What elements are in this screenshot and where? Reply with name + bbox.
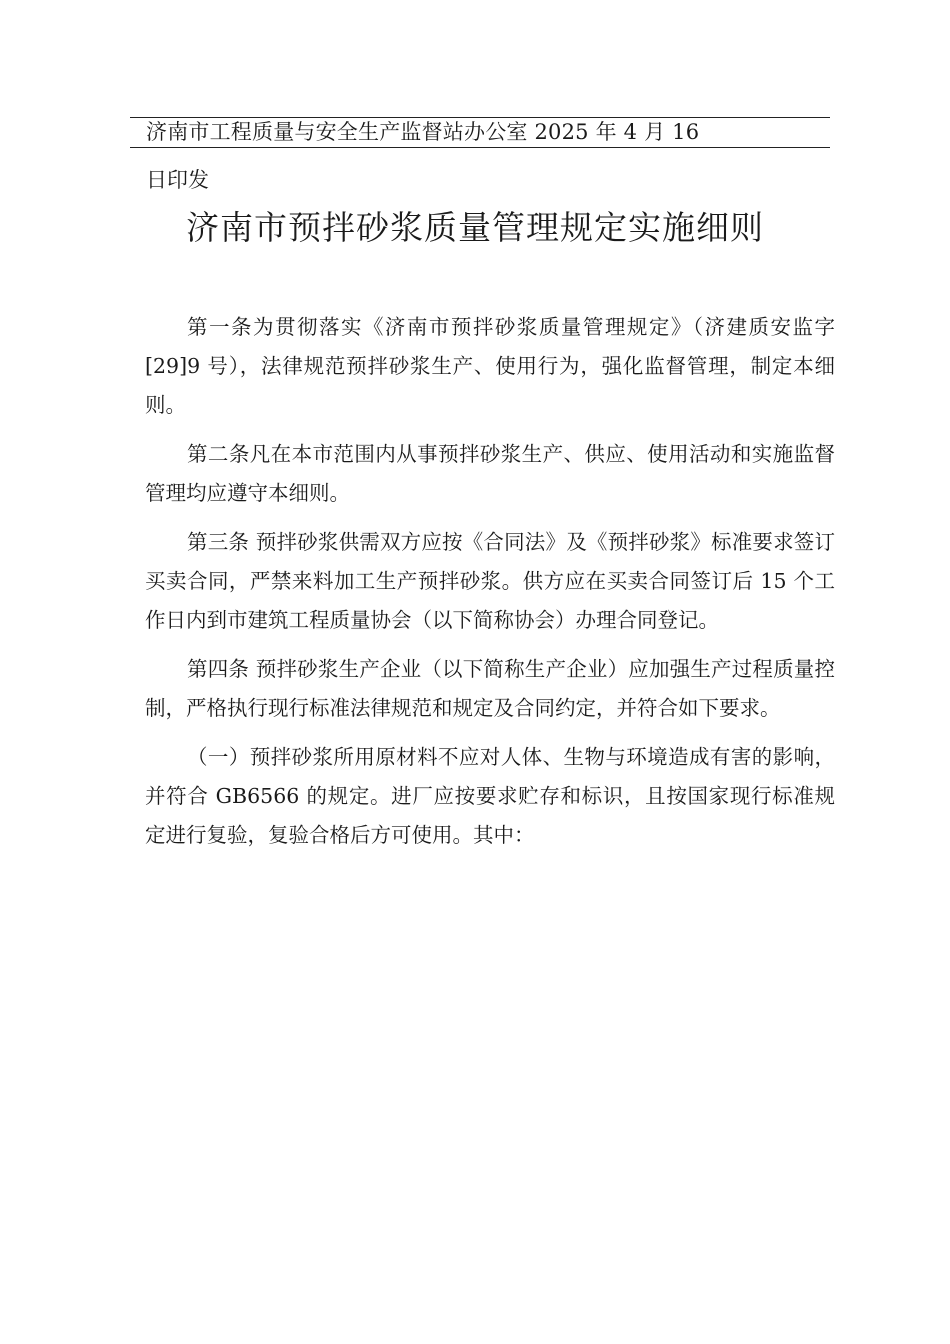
paragraph-article-3: 第三条 预拌砂浆供需双方应按《合同法》及《预拌砂浆》标准要求签订买卖合同，严禁来料加工生产预拌砂浆。供方应在买卖合同签订后 15 个工作日内到市建筑工程质量协会（以下简称协会）办理合同登记。	[145, 530, 835, 632]
bottom-rule	[130, 147, 830, 148]
issuer-line: 济南市工程质量与安全生产监督站办公室 2025 年 4 月 16	[146, 120, 700, 144]
document-body	[145, 308, 835, 865]
paragraph-article-4: 第四条 预拌砂浆生产企业（以下简称生产企业）应加强生产过程质量控制，严格执行现行标准法律规范和规定及合同约定，并符合如下要求。	[145, 657, 835, 720]
paragraph-article-2: 第二条凡在本市范围内从事预拌砂浆生产、供应、使用活动和实施监督管理均应遵守本细则。	[145, 442, 835, 505]
issuer-block	[130, 117, 830, 148]
paragraph-article-1: 第一条为贯彻落实《济南市预拌砂浆质量管理规定》（济建质安监字[29]9 号），法律规范预拌砂浆生产、使用行为，强化监督管理，制定本细则。	[145, 315, 835, 417]
document-title: 济南市预拌砂浆质量管理规定实施细则	[186, 208, 764, 247]
paragraph-item-1: （一）预拌砂浆所用原材料不应对人体、生物与环境造成有害的影响，并符合 GB6566 的规定。进厂应按要求贮存和标识，且按国家现行标准规定进行复验，复验合格后方可使用。其中：	[145, 745, 835, 847]
issuer-date-tail: 日印发	[146, 168, 209, 192]
